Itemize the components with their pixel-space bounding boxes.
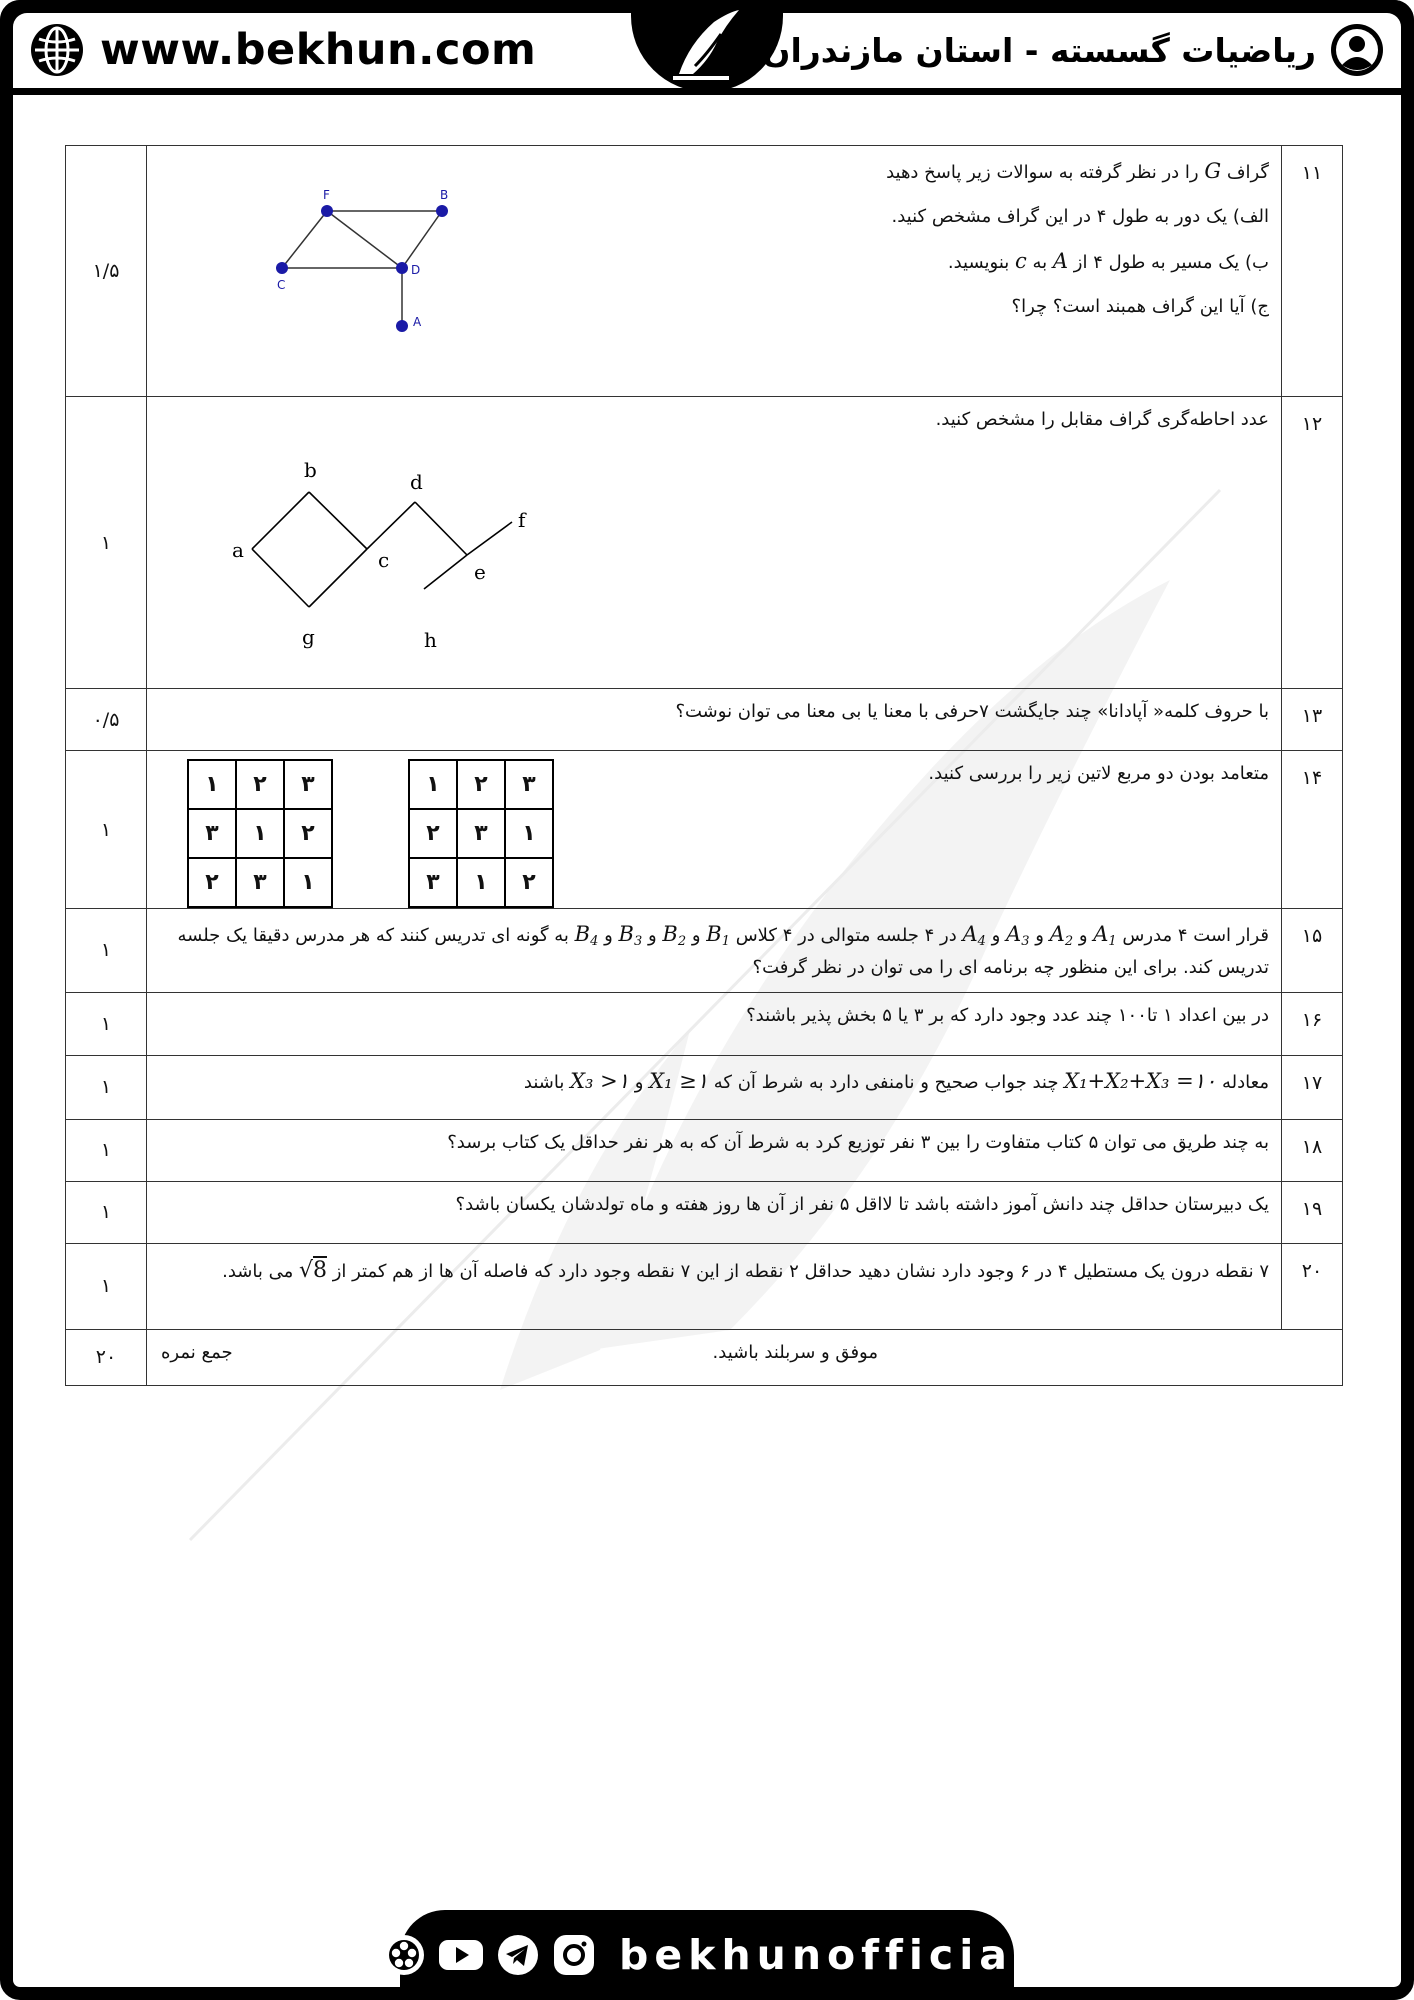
cell: ۳ <box>188 809 236 858</box>
question-score: ۰/۵ <box>66 689 147 751</box>
subscript: 2 <box>677 934 687 949</box>
subscript: 4 <box>590 934 599 949</box>
text-span: و <box>686 925 707 946</box>
cell: ۳ <box>236 858 284 907</box>
subscript: 2 <box>1064 934 1074 949</box>
graph-label-b: B <box>440 188 449 202</box>
question-row-18 <box>66 1119 1343 1181</box>
cell: ۱ <box>409 760 457 809</box>
question-row-11 <box>66 146 1343 397</box>
math-var: B <box>574 922 591 946</box>
latin-square-right <box>408 759 554 908</box>
question-row-13 <box>66 689 1343 751</box>
text-span: ب) یک مسیر به طول ۴ از <box>1068 252 1269 274</box>
text-span: به <box>1026 252 1053 274</box>
math-condition: X₃ >۱ <box>570 1068 629 1093</box>
sum-label: جمع نمره <box>161 1341 233 1363</box>
page-header <box>0 0 1414 95</box>
globe-icon <box>28 21 86 79</box>
question-score: ۱ <box>66 1243 147 1329</box>
question-number: ۱۴ <box>1282 751 1343 909</box>
subscript: 4 <box>977 934 986 949</box>
math-var: A <box>1049 922 1065 946</box>
graph-label-f: f <box>518 508 526 532</box>
question-score: ۱ <box>66 751 147 909</box>
graph-label-e: e <box>474 560 486 584</box>
summary-row <box>66 1329 1343 1385</box>
latin-squares <box>187 759 554 908</box>
site-url: www.bekhun.com <box>100 25 537 75</box>
question-row-20 <box>66 1243 1343 1329</box>
question-score: ۱/۵ <box>66 146 147 397</box>
user-circle-icon <box>1328 21 1386 79</box>
graph-label-d: D <box>411 263 421 277</box>
total-score: ۲۰ <box>66 1329 147 1385</box>
graph-figure-2 <box>212 437 532 688</box>
question-row-12 <box>66 397 1343 689</box>
question-body <box>147 751 1282 909</box>
header-title-group <box>762 18 1386 82</box>
question-score: ۱ <box>66 1119 147 1181</box>
math-var: B <box>662 922 678 946</box>
instagram-icon[interactable] <box>551 1932 597 1978</box>
question-body <box>147 992 1282 1055</box>
cell: ۲ <box>188 858 236 907</box>
question-body <box>147 146 1282 397</box>
math-var: B <box>706 922 722 946</box>
question-number: ۱۸ <box>1282 1119 1343 1181</box>
closing-wish: موفق و سربلند باشید. <box>712 1341 878 1363</box>
question-line: به چند طریق می توان ۵ کتاب متفاوت را بین ۳ نفر توزیع کرد به شرط آن که به هر نفر حداقل یک کتاب برسد؟ <box>447 1131 1269 1153</box>
text-span: در ۴ جلسه متوالی در ۴ کلاس <box>729 925 963 946</box>
graph-label-b: b <box>304 458 317 482</box>
question-line <box>159 1252 1269 1289</box>
cell: ۲ <box>409 809 457 858</box>
text-span: و <box>1073 925 1094 946</box>
math-var: A <box>1093 922 1109 946</box>
text-span: ۷ نقطه درون یک مستطیل ۴ در ۶ وجود دارد نشان دهید حداقل ۲ نقطه از این ۷ نقطه وجود دارد که فاصله آن ها از هم کمتر از <box>326 1260 1269 1282</box>
cell: ۲ <box>236 760 284 809</box>
text-span: بنویسید. <box>947 252 1016 274</box>
subscript: 1 <box>1108 934 1117 949</box>
text-span: به گونه ای تدریس کنند که هر مدرس دقیقا یک جلسه تدریس کند. برای این منظور چه برنامه ای را می توان در نظر گرفت؟ <box>177 925 1269 979</box>
question-score: ۱ <box>66 1055 147 1119</box>
cell: ۱ <box>457 858 505 907</box>
question-line <box>159 1064 1269 1100</box>
summary-cell <box>147 1329 1343 1385</box>
latin-square-left <box>187 759 333 908</box>
question-number: ۱۲ <box>1282 397 1343 689</box>
social-bar <box>400 1910 1033 2000</box>
text-span: و <box>642 925 663 946</box>
math-var: A <box>962 922 978 946</box>
question-number: ۱۶ <box>1282 992 1343 1055</box>
question-body <box>147 397 1282 689</box>
graph-figure-1 <box>267 186 467 357</box>
question-row-19 <box>66 1181 1343 1243</box>
graph-label-c: c <box>378 548 390 572</box>
youtube-icon[interactable] <box>437 1932 485 1978</box>
graph-label-h: h <box>424 628 437 652</box>
question-body <box>147 689 1282 751</box>
cell: ۳ <box>457 809 505 858</box>
telegram-icon[interactable] <box>495 1932 541 1978</box>
math-condition: X₁ ≥۱ <box>649 1068 709 1093</box>
question-line <box>159 917 1269 984</box>
question-body <box>147 1055 1282 1119</box>
question-body <box>147 909 1282 993</box>
question-number: ۱۷ <box>1282 1055 1343 1119</box>
site-link[interactable] <box>28 18 536 82</box>
question-number: ۱۱ <box>1282 146 1343 397</box>
question-score: ۱ <box>66 992 147 1055</box>
cell: ۲ <box>284 809 332 858</box>
social-handle[interactable]: bekhunofficial <box>619 1931 1033 1979</box>
question-line: الف) یک دور به طول ۴ در این گراف مشخص کنید. <box>891 205 1269 227</box>
graph-label-d: d <box>410 470 423 494</box>
text-span: و <box>1029 925 1050 946</box>
graph-label-c: C <box>277 278 286 292</box>
question-number: ۱۳ <box>1282 689 1343 751</box>
question-score: ۱ <box>66 909 147 993</box>
question-line: با حروف کلمه« آپادانا» چند جایگشت ۷حرفی با معنا یا بی معنا می توان نوشت؟ <box>675 701 1269 722</box>
question-line: متعامد بودن دو مربع لاتین زیر را بررسی کنید. <box>928 763 1269 784</box>
math-var: A <box>1006 922 1022 946</box>
text-span: قرار است ۴ مدرس <box>1116 925 1269 946</box>
cell: ۳ <box>284 760 332 809</box>
text-span: و <box>628 1071 650 1093</box>
question-body <box>147 1119 1282 1181</box>
page-title: ریاضیات گسسته - استان مازندران <box>762 30 1316 70</box>
question-line <box>159 154 1269 190</box>
question-number: ۱۹ <box>1282 1181 1343 1243</box>
text-span: معادله <box>1216 1071 1269 1093</box>
aparat-icon[interactable] <box>381 1932 427 1978</box>
question-row-14 <box>66 751 1343 909</box>
text-span: می باشد. <box>222 1260 299 1282</box>
exam-table <box>65 145 1343 1386</box>
question-score: ۱ <box>66 397 147 689</box>
cell: ۲ <box>505 858 553 907</box>
sqrt-radicand: 8 <box>312 1257 327 1283</box>
cell: ۳ <box>505 760 553 809</box>
graph-label-a: A <box>413 315 422 329</box>
text-span: و <box>985 925 1007 946</box>
subscript: 3 <box>1021 934 1030 949</box>
question-number: ۱۵ <box>1282 909 1343 993</box>
question-line: ج) آیا این گراف همبند است؟ چرا؟ <box>1011 295 1269 317</box>
text-span: و <box>598 925 619 946</box>
math-var: G <box>1204 159 1222 183</box>
question-line: عدد احاطه‌گری گراف مقابل را مشخص کنید. <box>935 409 1269 430</box>
cell: ۱ <box>284 858 332 907</box>
sqrt-expression: √8 <box>298 1257 327 1283</box>
question-body <box>147 1181 1282 1243</box>
math-var: A <box>1052 249 1069 274</box>
graph-label-g: g <box>302 625 315 649</box>
question-row-17 <box>66 1055 1343 1119</box>
text-span: گراف <box>1221 162 1269 183</box>
cell: ۱ <box>188 760 236 809</box>
math-var: B <box>618 922 634 946</box>
cell: ۳ <box>409 858 457 907</box>
question-line: در بین اعداد ۱ تا۱۰۰ چند عدد وجود دارد که بر ۳ یا ۵ بخش پذیر باشند؟ <box>746 1004 1269 1026</box>
graph-label-a: a <box>232 538 244 562</box>
question-number: ۲۰ <box>1282 1243 1343 1329</box>
cell: ۱ <box>505 809 553 858</box>
cell: ۲ <box>457 760 505 809</box>
question-row-15 <box>66 909 1343 993</box>
question-score: ۱ <box>66 1181 147 1243</box>
text-span: را در نظر گرفته به سوالات زیر پاسخ دهید <box>886 162 1205 183</box>
cell: ۱ <box>236 809 284 858</box>
math-var: c <box>1015 249 1027 274</box>
subscript: 3 <box>633 934 643 949</box>
math-equation: X₁+X₂+X₃ =۱۰ <box>1064 1068 1217 1093</box>
text-span: باشند <box>523 1071 571 1093</box>
question-body <box>147 1243 1282 1329</box>
question-line: یک دبیرستان حداقل چند دانش آموز داشته باشد تا لااقل ۵ نفر از آن ها روز هفته و ماه تولدشان یکسان باشد؟ <box>455 1193 1269 1215</box>
subscript: 1 <box>721 934 730 949</box>
text-span: چند جواب صحیح و نامنفی دارد به شرط آن که <box>708 1071 1065 1093</box>
graph-label-f: F <box>323 188 330 202</box>
question-row-16 <box>66 992 1343 1055</box>
